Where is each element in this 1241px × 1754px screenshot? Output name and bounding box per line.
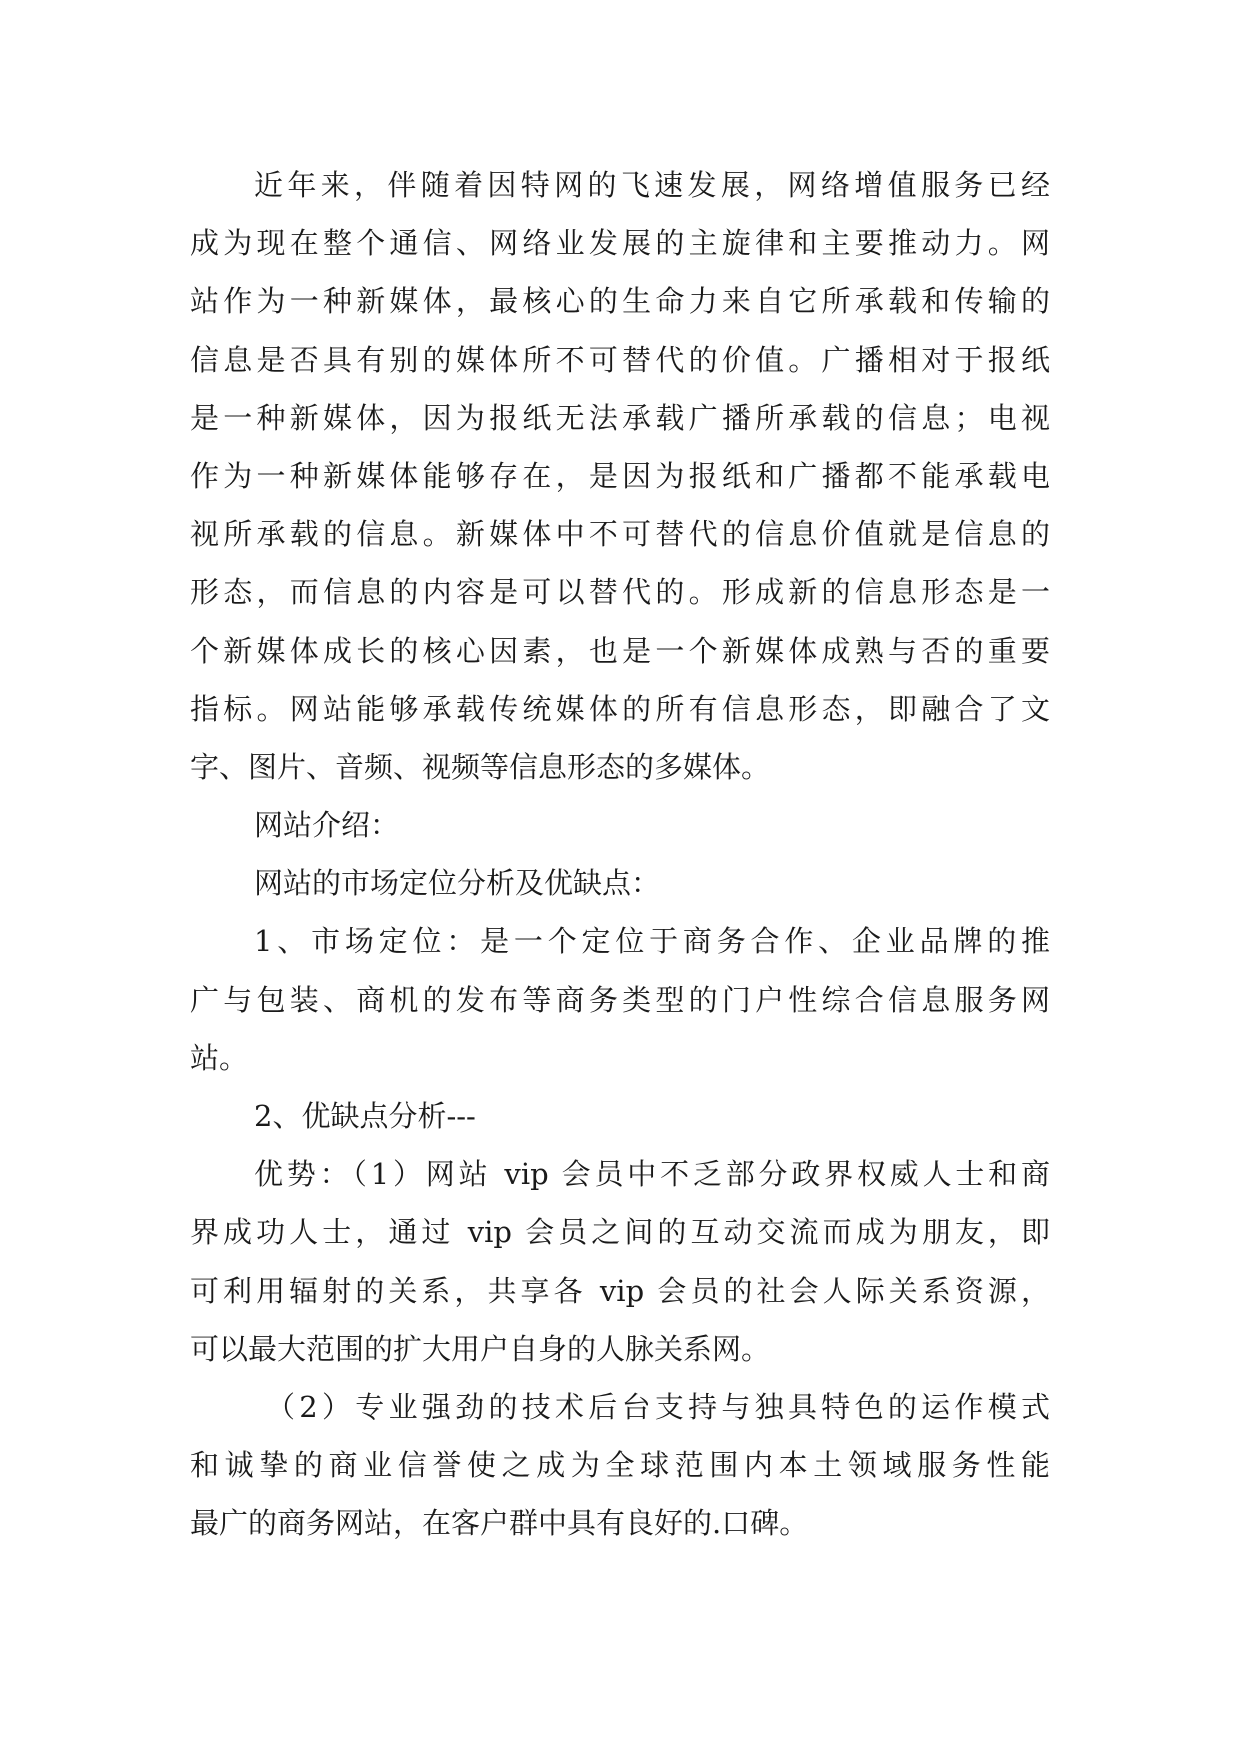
paragraph-4-line-1: 1、市场定位：是一个定位于商务合作、企业品牌的推	[254, 924, 1050, 959]
paragraph-1-line-8: 形态，而信息的内容是可以替代的。形成新的信息形态是一	[190, 575, 1050, 610]
paragraph-4-line-3: 站。	[190, 1040, 249, 1075]
paragraph-4-line-2: 广与包装、商机的发布等商务类型的门户性综合信息服务网	[190, 982, 1050, 1017]
paragraph-6-line-1: 优势：（1）网站 vip 会员中不乏部分政界权威人士和商	[254, 1157, 1050, 1192]
document-body	[190, 156, 1050, 1553]
paragraph-7-line-3: 最广的商务网站，在客户群中具有良好的.口碑。	[190, 1506, 809, 1541]
paragraph-6-line-4: 可以最大范围的扩大用户自身的人脉关系网。	[190, 1331, 771, 1366]
paragraph-1-line-5: 是一种新媒体，因为报纸无法承载广播所承载的信息；电视	[190, 400, 1050, 435]
paragraph-7-line-2: 和诚挚的商业信誉使之成为全球范围内本土领域服务性能	[190, 1448, 1050, 1483]
site-intro-heading: 网站介绍：	[254, 808, 400, 843]
pros-cons-heading: 2、优缺点分析---	[254, 1099, 476, 1133]
paragraph-1-line-7: 视所承载的信息。新媒体中不可替代的信息价值就是信息的	[190, 517, 1050, 552]
paragraph-1-line-4: 信息是否具有别的媒体所不可替代的价值。广播相对于报纸	[190, 342, 1050, 377]
paragraph-1-line-10: 指标。网站能够承载传统媒体的所有信息形态，即融合了文	[190, 691, 1050, 726]
paragraph-1-line-6: 作为一种新媒体能够存在，是因为报纸和广播都不能承载电	[190, 458, 1050, 493]
paragraph-1-line-11: 字、图片、音频、视频等信息形态的多媒体。	[190, 749, 771, 784]
market-positioning-heading: 网站的市场定位分析及优缺点：	[254, 866, 661, 901]
paragraph-7-line-1: （2）专业强劲的技术后台支持与独具特色的运作模式	[266, 1389, 1050, 1424]
paragraph-6-line-3: 可利用辐射的关系，共享各 vip 会员的社会人际关系资源，	[190, 1273, 1050, 1308]
paragraph-1-line-3: 站作为一种新媒体，最核心的生命力来自它所承载和传输的	[190, 284, 1050, 319]
paragraph-1-line-1: 近年来，伴随着因特网的飞速发展，网络增值服务已经	[254, 168, 1050, 202]
paragraph-6-line-2: 界成功人士，通过 vip 会员之间的互动交流而成为朋友，即	[190, 1215, 1050, 1250]
paragraph-1-line-2: 成为现在整个通信、网络业发展的主旋律和主要推动力。网	[190, 226, 1050, 261]
paragraph-1-line-9: 个新媒体成长的核心因素，也是一个新媒体成熟与否的重要	[190, 633, 1050, 668]
